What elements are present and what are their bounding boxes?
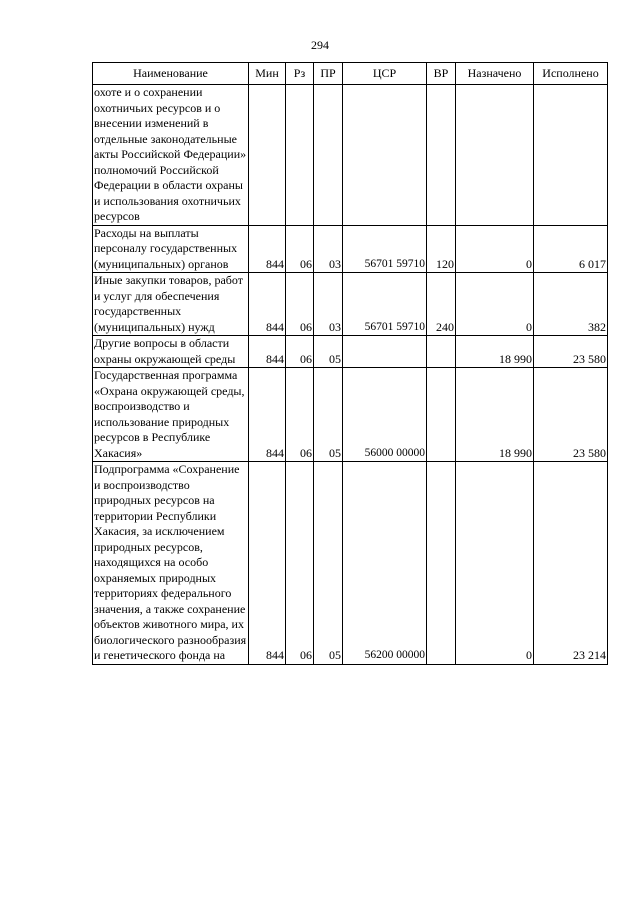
table-row [93,225,608,273]
row-name: охоте и о сохранении охотничьих ресурсов и о внесении изменений в отдельные законодательные акты Российской Федерации» полномочий Российской Федерации в области охраны и использования охотничьих ресурсов [93,85,249,226]
row-vr [427,462,456,665]
row-rz: 06 [286,368,314,462]
row-csr: 56701 59710 [343,273,427,336]
row-vr: 120 [427,225,456,273]
row-pr: 05 [314,336,343,368]
header-row [93,63,608,85]
row-assigned [456,85,534,226]
row-executed: 23 580 [534,368,608,462]
row-assigned: 18 990 [456,336,534,368]
row-pr: 05 [314,368,343,462]
row-executed: 6 017 [534,225,608,273]
row-rz [286,85,314,226]
row-rz: 06 [286,462,314,665]
row-executed [534,85,608,226]
header-pr: ПР [314,63,343,85]
row-csr: 56701 59710 [343,225,427,273]
row-pr [314,85,343,226]
row-executed: 382 [534,273,608,336]
row-executed: 23 214 [534,462,608,665]
table-row [93,273,608,336]
header-min: Мин [249,63,286,85]
row-pr: 05 [314,462,343,665]
row-min: 844 [249,368,286,462]
row-pr: 03 [314,273,343,336]
header-csr: ЦСР [343,63,427,85]
table-row [93,85,608,226]
row-csr: 56000 00000 [343,368,427,462]
row-name: Расходы на выплаты персоналу государственных (муниципальных) органов [93,225,249,273]
row-min: 844 [249,336,286,368]
row-name: Иные закупки товаров, работ и услуг для обеспечения государственных (муниципальных) нужд [93,273,249,336]
row-assigned: 18 990 [456,368,534,462]
budget-table [92,62,608,665]
row-executed: 23 580 [534,336,608,368]
row-vr [427,368,456,462]
row-vr: 240 [427,273,456,336]
row-assigned: 0 [456,462,534,665]
row-min [249,85,286,226]
header-name: Наименование [93,63,249,85]
row-csr [343,336,427,368]
row-vr [427,85,456,226]
row-name: Государственная программа «Охрана окружающей среды, воспроизводство и использование природных ресурсов в Республике Хакасия» [93,368,249,462]
row-rz: 06 [286,273,314,336]
header-vr: ВР [427,63,456,85]
row-csr [343,85,427,226]
row-min: 844 [249,273,286,336]
table-row [93,336,608,368]
row-assigned: 0 [456,273,534,336]
row-pr: 03 [314,225,343,273]
row-rz: 06 [286,336,314,368]
row-vr [427,336,456,368]
row-min: 844 [249,225,286,273]
table-row [93,368,608,462]
row-csr: 56200 00000 [343,462,427,665]
row-name: Подпрограмма «Сохранение и воспроизводство природных ресурсов на территории Республики Хакасия, за исключением природных ресурсов, находящихся на особо охраняемых природных территориях федерального значения, а также сохранение объектов животного мира, их биологического разнообразия и генетического фонда на [93,462,249,665]
header-executed: Исполнено [534,63,608,85]
row-assigned: 0 [456,225,534,273]
row-min: 844 [249,462,286,665]
row-name: Другие вопросы в области охраны окружающей среды [93,336,249,368]
page-number: 294 [311,38,329,52]
header-rz: Рз [286,63,314,85]
header-assigned: Назначено [456,63,534,85]
table-row [93,462,608,665]
row-rz: 06 [286,225,314,273]
